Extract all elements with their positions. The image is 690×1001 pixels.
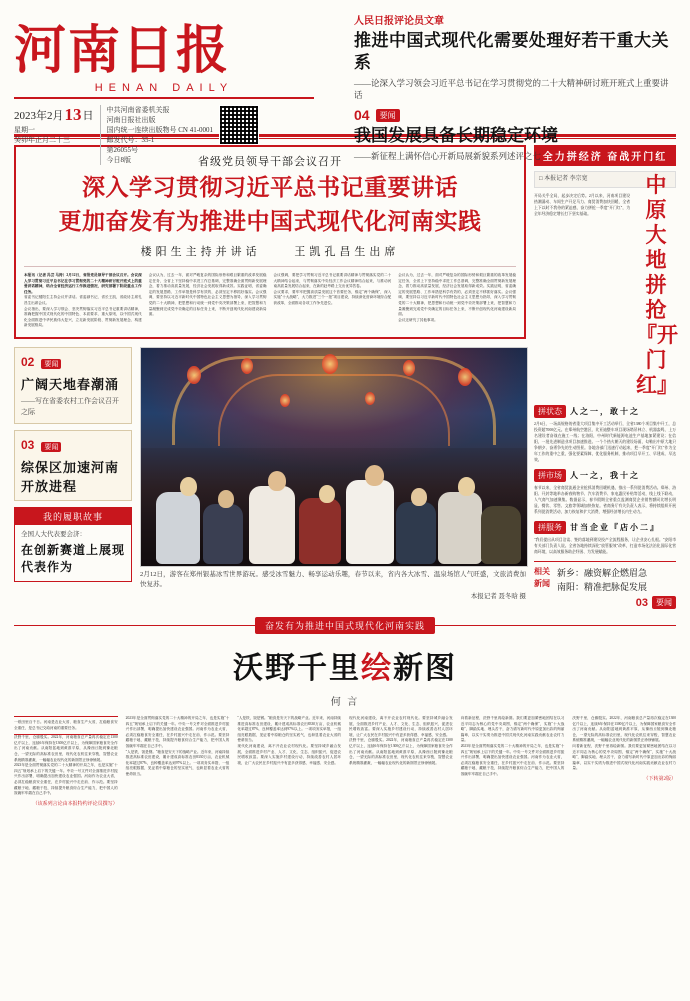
masthead-meta [100,105,214,165]
lead-title-line1: 深入学习贯彻习近平总书记重要讲话 [82,174,458,201]
promo-column [14,347,132,600]
bottom-side-note: 一纸田里百千日。河南是农业大省、粮食生产大省，扛稳粮食安全重任，是总书记交给河南的重要任务。 [14,716,118,735]
post-code: 邮发代号：35-1 [106,136,155,144]
lead-paragraph: 会议认为，过去一年，面对严峻复杂的国际形势和艰巨繁重的改革发展稳定任务，全省上下坚持稳中求进工作总基调，完整准确全面贯彻新发展理念，着力推动高质量发展，经济社会发展取得新成效。实践证明，省委确定的发展思路、工作举措是科学有效的，必须坚定不移抓好落实。会议强调，要坚持以习近平新时代中国特色社会主义思想为指导，深入学习贯彻党的二十大精神，把思想和行动统一到党中央决策部署上来，把智慧和力量凝聚到完成党中央确定的目标任务上来，不断开创现代化河南建设新局面。 [398,273,516,317]
related-lines [557,566,676,594]
section-tag: 拼市场 [534,469,566,482]
bottom-paragraph: 2023年是全面贯彻落实党的二十大精神的开局之年，也是实施"十四五"规划承上启下的关键一年。中央一号文件对全面推进乡村振兴作出部署，明确提出加快建设农业强国。河南作为农业大省，必须扛稳粮食安全重任，在乡村振兴中走在前、作示范。要坚持藏粮于地、藏粮于技，持续提升粮食综合生产能力，把中国人的饭碗牢牢端在自己手中。 [125,716,230,748]
related-line[interactable]: 南阳：精准把脉促发展 [557,582,648,592]
masthead-dateline [14,105,334,165]
photo-block [140,347,526,600]
bottom-paragraph: 现代化河南建设，离不开农业农村现代化。要坚持城乡融合发展，全面推进乡村产业、人才、文化、生态、组织振兴，促进农民增收致富。要深入实施乡村建设行动，持续改善农村人居环境，让广大农民在乡村振兴中有更多获得感、幸福感、安全感。 [237,743,342,765]
lead-paragraph: 会议要求，要牢牢把握高质量发展这个首要任务，锚定"两个确保"，深入实施"十大战略"，大力推进"三个一批"项目建设，持续深化营商环境综合配套改革，全面推动各项工作争先进位。 [273,289,392,305]
bottom-paragraph: 2023年是全面贯彻落实党的二十大精神的开局之年，也是实施"十四五"规划承上启下的关键一年。中央一号文件对全面推进乡村振兴作出部署，明确提出加快建设农业强国。河南作为农业大省，必须扛稳粮食安全重任，在乡村振兴中走在前、作示范。要坚持藏粮于地、藏粮于技，持续提升粮食综合生产能力，把中国人的饭碗牢牢端在自己手中。 [14,763,118,796]
related-page-number: 03 [635,596,648,609]
right-section-head [534,521,676,534]
editorial-headline-2[interactable]: 我国发展具备长期稳定环境 [354,126,558,145]
promo-section-tag: 要闻 [41,442,61,452]
right-byline-note: □ 本报记者 李宗宽 [534,171,676,188]
right-banner: 全力拼经济 奋战开门红 [534,145,676,166]
section-tag: 拼服务 [534,521,566,534]
crowd-head [411,488,427,506]
crowd-figure [299,498,341,564]
bottom-paragraph: 向着新征程，沃野千里再绘新图。我们要更加紧密地团结在以习近平同志为核心的党中央周围，锚定"两个确保"，实施"十大战略"，脚踏实地、埋头苦干，奋力谱写新时代中原更加出彩的绚丽篇章，以实干实绩为推进中国式现代化河南实践贡献农业农村力量。 [460,716,565,743]
right-section-text: 春节以来，全省商贸流通企业抢抓消费回暖机遇，推出一系列促消费活动。郑州、洛阳、开封等地举办新春购物节、汽车消费节、家电惠民补贴等活动，线上线下联动，人气商气加速聚集。数据显示，春节假期全省重点监测商贸企业销售额同比增长明显，餐饮、零售、文旅等领域加快恢复。省商务厅有关负责人表示，将持续组织开展系列促消费活动，加力恢复和扩大消费，增强经济增长内生动力。 [534,486,676,514]
publisher-name: 河南日报社出版 [106,116,156,124]
lead-paragraph-last: 会议还研究了其他事项。 [398,317,438,322]
bottom-col-note [14,716,118,807]
newspaper-pinyin: HENAN DAILY [94,82,234,94]
lead-subtitle-left: 楼阳生主持并讲话 [140,246,261,258]
middle-band [14,347,526,600]
bottom-title-post: 新图 [393,651,457,686]
lead-col-1 [24,273,142,329]
related-line[interactable]: 新乡：融资解企燃眉急 [557,568,648,578]
lead-col-3 [274,273,392,329]
issue-date: 2023年2月13日 [14,105,94,124]
bottom-title[interactable] [14,643,676,687]
bottom-paragraph: "人是铁，饭是钢。"粮食是安天下的战略产业。近年来，河南持续推进高标准农田建设，累计建成高标准农田8330万亩，农业机械化率超过87%，良种覆盖率达到97%以上。一项项务实举措，一组组亮眼数据，见证着中原粮仓的坚实底气，也彰显着农业大省的使命担当。 [237,716,342,743]
section-title: 人一之，我十之 [570,471,640,480]
lead-kicker: 省级党员领导干部会议召开 [198,156,342,168]
publisher-org: 中共河南省委机关报 [106,106,170,114]
crowd-figure [203,504,243,564]
section-tag: 拼状态 [534,405,566,418]
lead-story[interactable] [14,145,526,339]
section-title: 人之一，敢十之 [570,407,640,416]
photo-caption: 2月12日，游客在郑州银基冰雪世界游玩。感受冰雪魅力、畅享运动乐趣，春节以来，省内各大冰雪、温泉场馆人气旺盛，文旅消费加快复苏。 [140,570,526,588]
crowd-head [458,477,475,496]
ribbon-label: 奋发有为推进中国式现代化河南实践 [255,617,435,634]
news-photo [140,347,528,567]
crowd-figure [346,480,394,564]
lead-paragraph: 会议指出，要深入学习领会、坚决贯彻落实习近平总书记重要讲话精神，准确把握中国式现代化的中国特色、本质要求、重大原则，以中国式现代化全面推进中华民族伟大复兴，立足新发展阶段、贯彻新发展理念、构建新发展格局。 [24,306,142,328]
bottom-paragraph: "人是铁，饭是钢。"粮食是安天下的战略产业。近年来，河南持续推进高标准农田建设，累计建成高标准农田8330万亩，农业机械化率超过87%，良种覆盖率达到97%以上。一项项务实举措，一组组亮眼数据，见证着中原粮仓的坚实底气，也彰显着农业大省的使命担当。 [125,749,230,776]
bottom-paragraph: 沃野千里，仓廪殷实。2022年，河南粮食总产量再次稳定在1300亿斤以上，连续6年保持在1300亿斤以上，为保障国家粮食安全作出了河南贡献。从南阳盆地到黄淮平原，从豫西丘陵到豫北粮仓，一望无际的高标准农田里，现代化农机往来穿梭，智慧农业系统精准灌溉，一幅幅农业现代化的新图景正徐徐铺展。 [14,735,118,762]
crowd-head [319,485,335,503]
column-box-body [15,525,131,581]
lead-paragraph: 会议认为，过去一年，面对严峻复杂的国际形势和艰巨繁重的改革发展稳定任务，全省上下坚持稳中求进工作总基调，完整准确全面贯彻新发展理念，着力推动高质量发展，经济社会发展取得新成效。实践证明，省委确定的发展思路、工作举措是科学有效的，必须坚定不移抓好落实。会议强调，要坚持以习近平新时代中国特色社会主义思想为指导，深入学习贯彻党的二十大精神，把思想和行动统一到党中央决策部署上来，把智慧和力量凝聚到完成党中央确定的目标任务上来，不断开创现代化河南建设新局面。 [148,273,267,317]
lead-divider [24,266,516,267]
right-section-head [534,469,676,482]
promo-title: 综保区加速河南开放进程 [21,459,120,494]
lead-body [24,273,516,329]
right-section-text: "我们提出从项目洽谈、签约落地到建设投产全流程服务，让企业安心扎根。"安阳市有关部门负责人说。全省各地持续深化"放管服效"改革，打造市场化法治化国际化营商环境，以高效服务助企纾困、为发展赋能。 [534,538,676,554]
promo-header [21,436,125,454]
promo-item[interactable] [14,430,132,501]
lead-col-4 [398,273,516,329]
related-footer [534,596,676,609]
page-section-tag: 要闻 [376,109,400,122]
page-number: 04 [354,107,370,123]
bottom-col-4 [461,716,565,807]
bottom-paragraph: 向着新征程，沃野千里再绘新图。我们要更加紧密地团结在以习近平同志为核心的党中央周围，锚定"两个确保"，实施"十大战略"，脚踏实地、埋头苦干，奋力谱写新时代中原更加出彩的绚丽篇章，以实干实绩为推进中国式现代化河南实践贡献农业农村力量。 [572,743,677,771]
editorial-headline-1[interactable]: 推进中国式现代化需要处理好若干重大关系 [354,31,669,72]
related-page-tag: 要闻 [652,596,676,609]
promo-page-number: 02 [21,354,35,369]
page-content [0,139,690,609]
section-title: 甘当企业『店小二』 [570,523,660,532]
crowd-head [218,490,234,508]
lead-paragraph: 会议强调，要把学习贯彻习近平总书记重要讲话精神与贯彻落实党的二十大精神结合起来，与贯彻落实中央经济工作会议精神结合起来，与推动河南高质量发展结合起来，在新的赶考路上交出优异答卷。 [273,273,392,289]
editorial-kicker: 人民日报评论员文章 [354,16,444,27]
related-tag: 相关新闻 [534,567,550,588]
lunar-date: 癸卯年正月二十三 [14,136,70,144]
right-vertical-title[interactable]: 中原大地拼抢『开门红』 [636,172,678,397]
photo-arch-inner [218,374,450,446]
main-column [14,145,526,609]
column-box-header: 我的履职故事 [15,508,131,525]
crowd-figure [438,492,482,564]
column-box-title: 在创新赛道上展现代表作为 [21,542,126,574]
lead-byline: 本报讯（记者 冯芸 马涛）2月12日，省级党员领导干部会议召开。会议深入学习贯彻习近平总书记在学习贯彻党的二十大精神研讨班开班式上的重要讲话精神，结合全省经济运行工作推进情况，研究部署下阶段重点工作任务。 [24,273,142,294]
crowd-figure [396,502,436,564]
issn-line: 国内统一连续出版物号 CN 41-0001 [106,126,214,134]
page-reference-row [354,107,676,123]
crowd-figure [156,492,200,564]
bottom-ribbon [14,617,676,633]
editorial-subline-1: ——论深入学习领会习近平总书记在学习贯彻党的二十大精神研讨班开班式上重要讲话 [354,78,669,100]
bottom-col-5 [572,716,676,807]
crowd-head [268,471,286,491]
weekday: 星期一 [14,126,35,134]
continued-note: （下转第2版） [643,776,677,782]
right-intro: 开局关乎全局，起步决定后势。2月以来，河南项目建设热潮涌动、车间生产开足马力、商贸消费加快回暖，全省上下以时不我待的紧迫感，奋力拼抢一季度"开门红"，为全年经济稳定增长打下坚实基础。 [534,194,630,216]
editorial-subline-2: ——新征程上满怀信心开新局展新貌系列述评之七 [354,151,542,161]
bottom-columns [14,716,676,807]
promo-header [21,353,125,371]
lantern-icon [365,392,375,405]
crowd-head [180,477,197,496]
issue-number: 第26055号 [106,146,138,154]
lead-title-line2: 更加奋发有为推进中国式现代化河南实践 [58,208,482,235]
newspaper-title: 河南日报 [14,20,231,81]
bottom-col-3 [349,716,453,807]
bottom-paragraph: 2023年是全面贯彻落实党的二十大精神的开局之年，也是实施"十四五"规划承上启下的关键一年。中央一号文件对全面推进乡村振兴作出部署，明确提出加快建设农业强国。河南作为农业大省，必须扛稳粮食安全重任，在乡村振兴中走在前、作示范。要坚持藏粮于地、藏粮于技，持续提升粮食综合生产能力，把中国人的饭碗牢牢端在自己手中。 [460,743,565,776]
bottom-section [14,617,676,807]
bottom-author: 何 言 [330,697,360,708]
crowd-head [365,465,384,486]
promo-page-number: 03 [21,437,35,452]
bottom-footer-note: （该系列言论由本报特约评论员撰写） [32,801,118,807]
promo-item[interactable] [14,347,132,424]
right-section-head [534,405,676,418]
masthead-rule [14,97,314,99]
lantern-icon [458,368,472,386]
promo-section-tag: 要闻 [41,359,61,369]
bottom-paragraph: 沃野千里，仓廪殷实。2022年，河南粮食总产量再次稳定在1300亿斤以上，连续6年保持在1300亿斤以上，为保障国家粮食安全作出了河南贡献。从南阳盆地到黄淮平原，从豫西丘陵到豫北粮仓，一望无际的高标准农田里，现代化农机往来穿梭，智慧农业系统精准灌溉，一幅幅农业现代化的新图景正徐徐铺展。 [349,738,453,765]
bottom-title-pre: 沃野千里 [233,651,361,686]
lantern-icon [280,394,290,407]
bottom-paragraph: 现代化河南建设，离不开农业农村现代化。要坚持城乡融合发展，全面推进乡村产业、人才、文化、生态、组织振兴，促进农民增收致富。要深入实施乡村建设行动，持续改善农村人居环境，让广大农民在乡村振兴中有更多获得感、幸福感、安全感。 [349,716,453,737]
qr-code-icon[interactable] [219,105,259,145]
crowd-figure [249,486,295,564]
related-news[interactable] [534,561,676,594]
lead-col-2 [149,273,267,329]
right-column [534,145,676,609]
lead-subtitle [24,243,516,259]
bottom-col-1 [126,716,230,807]
promo-subtitle: ——写在省委农村工作会议召开之际 [21,396,119,416]
right-section-text: 2月6日，一场高规格的省重大项目集中开工活动举行，全省1380个项目集中开工，总投资超7000亿元。在郑州航空港区，比亚迪整车项目现场塔吊林立、机器轰鸣，上万名建设者奋战在施工一线；在洛阳，中州时代新能源电池生产基地加紧建设；在信阳，一批先进制造业项目加速推进。一个个热火朝天的建设场面，勾勒出中原大地只争朝夕、奋勇争先的生动图景。各地各部门迅速行动起来，把一季度"开门红"作为全年工作的重中之重，强化要素保障，优化服务机制，推动项目早开工、早建成、早达效。 [534,422,676,462]
promo-title: 广阔天地春潮涌 [21,376,120,392]
page-count: 今日8版 [106,156,131,164]
bottom-paragraph: 沃野千里，仓廪殷实。2022年，河南粮食总产量再次稳定在1300亿斤以上，连续6年保持在1300亿斤以上，为保障国家粮食安全作出了河南贡献。从南阳盆地到黄淮平原，从豫西丘陵到豫北粮仓，一望无际的高标准农田里，现代化农机往来穿梭，智慧农业系统精准灌溉，一幅幅农业现代化的新图景正徐徐铺展。 [572,716,677,743]
lead-subtitle-right: 王凯孔昌生出席 [294,246,400,258]
lead-paragraph: 省委书记楼阳生主持会议并讲话。省委副书记、省长王凯，省政协主席孔昌生出席会议。 [24,295,142,305]
photo-credit: 本报记者 聂冬晗 摄 [470,592,526,600]
crowd-figure [481,506,521,564]
column-box[interactable] [14,507,132,582]
bottom-col-2 [237,716,341,807]
bottom-title-em: 绘 [361,651,393,686]
column-box-lead: 全国人大代表要会济： [21,530,86,538]
